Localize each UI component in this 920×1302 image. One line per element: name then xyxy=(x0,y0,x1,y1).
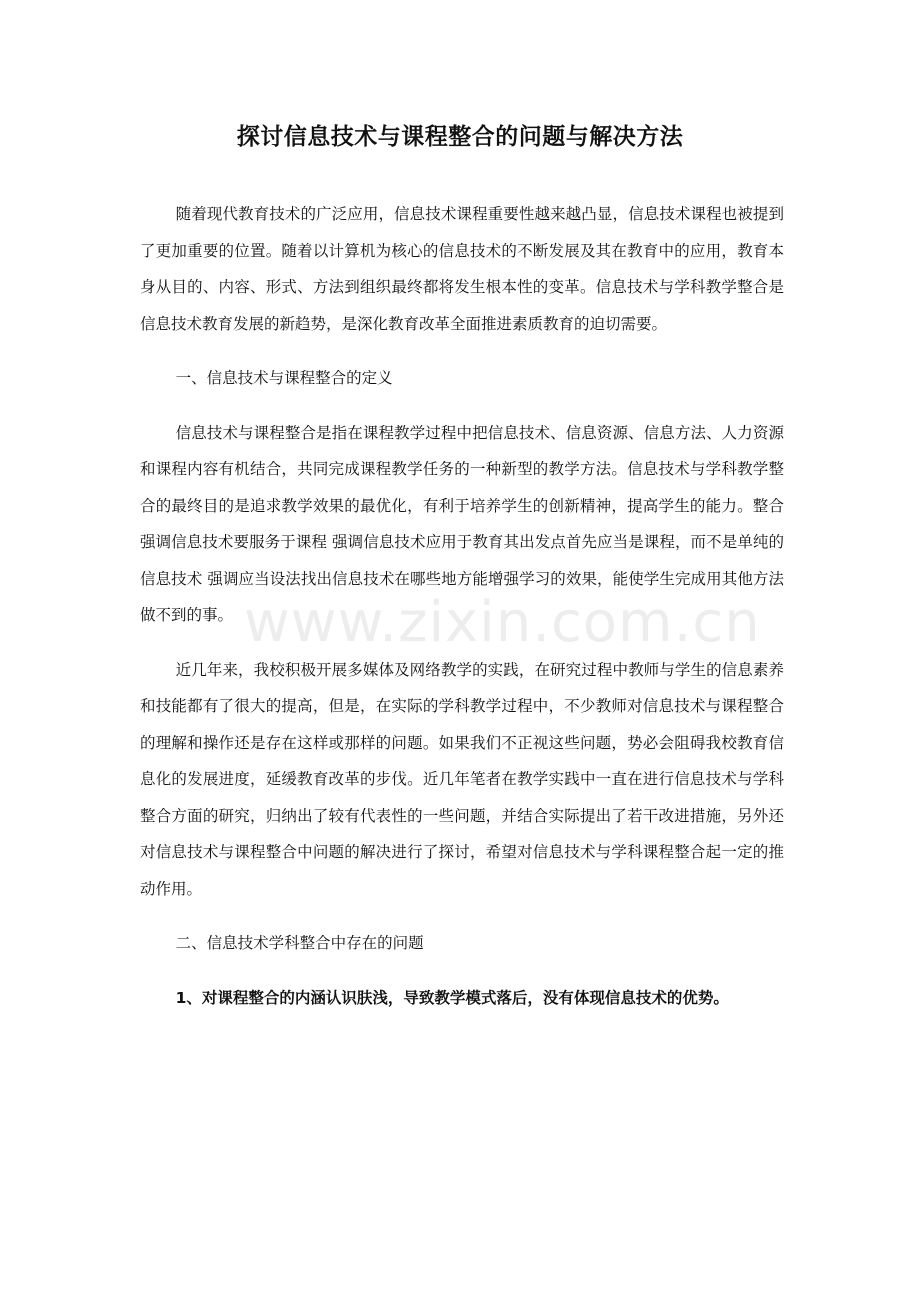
section-heading-definition: 一、信息技术与课程整合的定义 xyxy=(175,369,393,387)
practice-paragraph: 近几年来，我校积极开展多媒体及网络教学的实践，在研究过程中教师与学生的信息素养和技能都有了很大的提高，但是，在实际的学科教学过程中，不少教师对信息技术与课程整合的理解和操作还是存在这样或那样的问题。如果我们不正视这些问题，势必会阻碍我校教育信息化的发展进度，延缓教育改革的步伐。近几年笔者在教学实践中一直在进行信息技术与学科整合方面的研究，归纳出了较有代表性的一些问题，并结合实际提出了若干改进措施，另外还对信息技术与课程整合中问题的解决进行了探讨，希望对信息技术与学科课程整合起一定的推动作用。 xyxy=(140,660,784,898)
intro-paragraph: 随着现代教育技术的广泛应用，信息技术课程重要性越来越凸显，信息技术课程也被提到了更加重要的位置。随着以计算机为核心的信息技术的不断发展及其在教育中的应用，教育本身从目的、内容、形式、方法到组织最终都将发生根本性的变革。信息技术与学科教学整合是信息技术教育发展的新趋势，是深化教育改革全面推进素质教育的迫切需要。 xyxy=(140,205,784,333)
document-body xyxy=(140,196,784,1016)
subsection-heading-1: 1、对课程整合的内涵认识肤浅，导致教学模式落后，没有体现信息技术的优势。 xyxy=(175,988,729,1007)
site-watermark: www.zixin.com.cn xyxy=(244,590,761,655)
section-heading-problems: 二、信息技术学科整合中存在的问题 xyxy=(175,934,424,952)
definition-paragraph: 信息技术与课程整合是指在课程教学过程中把信息技术、信息资源、信息方法、人力资源和课程内容有机结合，共同完成课程教学任务的一种新型的教学方法。信息技术与学科教学整合的最终目的是追求教学效果的最优化，有利于培养学生的创新精神，提高学生的能力。整合强调信息技术要服务于课程 强调信息技术应用于教育其出发点首先应当是课程，而不是单纯的信息技术 强调应当设法找出信息技术在哪些地方能增强学习的效果，能使学生完成用其他方法做不到的事。 xyxy=(140,423,784,624)
document-title: 探讨信息技术与课程整合的问题与解决方法 xyxy=(236,124,684,150)
